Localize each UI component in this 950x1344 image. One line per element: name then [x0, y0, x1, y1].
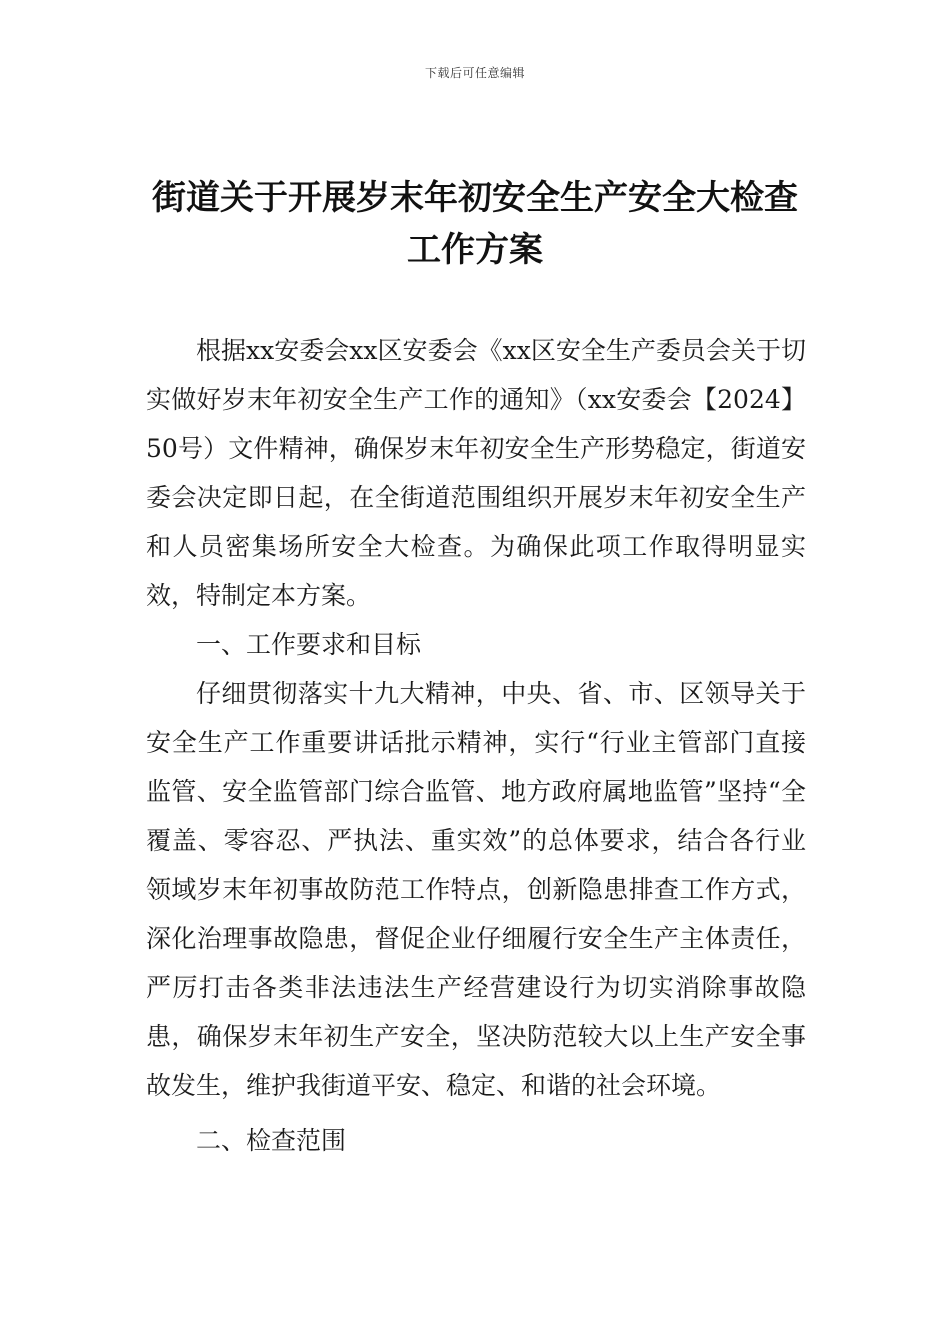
header-note: 下载后可任意编辑: [424, 66, 525, 80]
document-title: 街道关于开展岁末年初安全生产安全大检查工作方案: [152, 178, 798, 270]
body-paragraph: 仔细贯彻落实十九大精神，中央、省、市、区领导关于安全生产工作重要讲话批示精神，实行“行业主管部门直接监管、安全监管部门综合监管、地方政府属地监管”坚持“全覆盖、零容忍、严执法、重实效”的总体要求，结合各行业领域岁末年初事故防范工作特点，创新隐患排查工作方式，深化治理事故隐患，督促企业仔细履行安全生产主体责任，严厉打击各类非法违法生产经营建设行为切实消除事故隐患，确保岁末年初生产安全，坚决防范较大以上生产安全事故发生，维护我街道平安、稳定、和谐的社会环境。: [146, 679, 806, 1100]
section-heading-1: 一、工作要求和目标: [196, 630, 422, 659]
section-heading-2: 二、检查范围: [196, 1126, 347, 1155]
intro-paragraph: 根据xx安委会xx区安委会《xx区安全生产委员会关于切实做好岁末年初安全生产工作的通知》（xx安委会【2024】50号）文件精神，确保岁末年初安全生产形势稳定，街道安委会决定即日起，在全街道范围组织开展岁末年初安全生产和人员密集场所安全大检查。为确保此项工作取得明显实效，特制定本方案。: [146, 336, 806, 610]
document-body: [146, 326, 806, 1165]
